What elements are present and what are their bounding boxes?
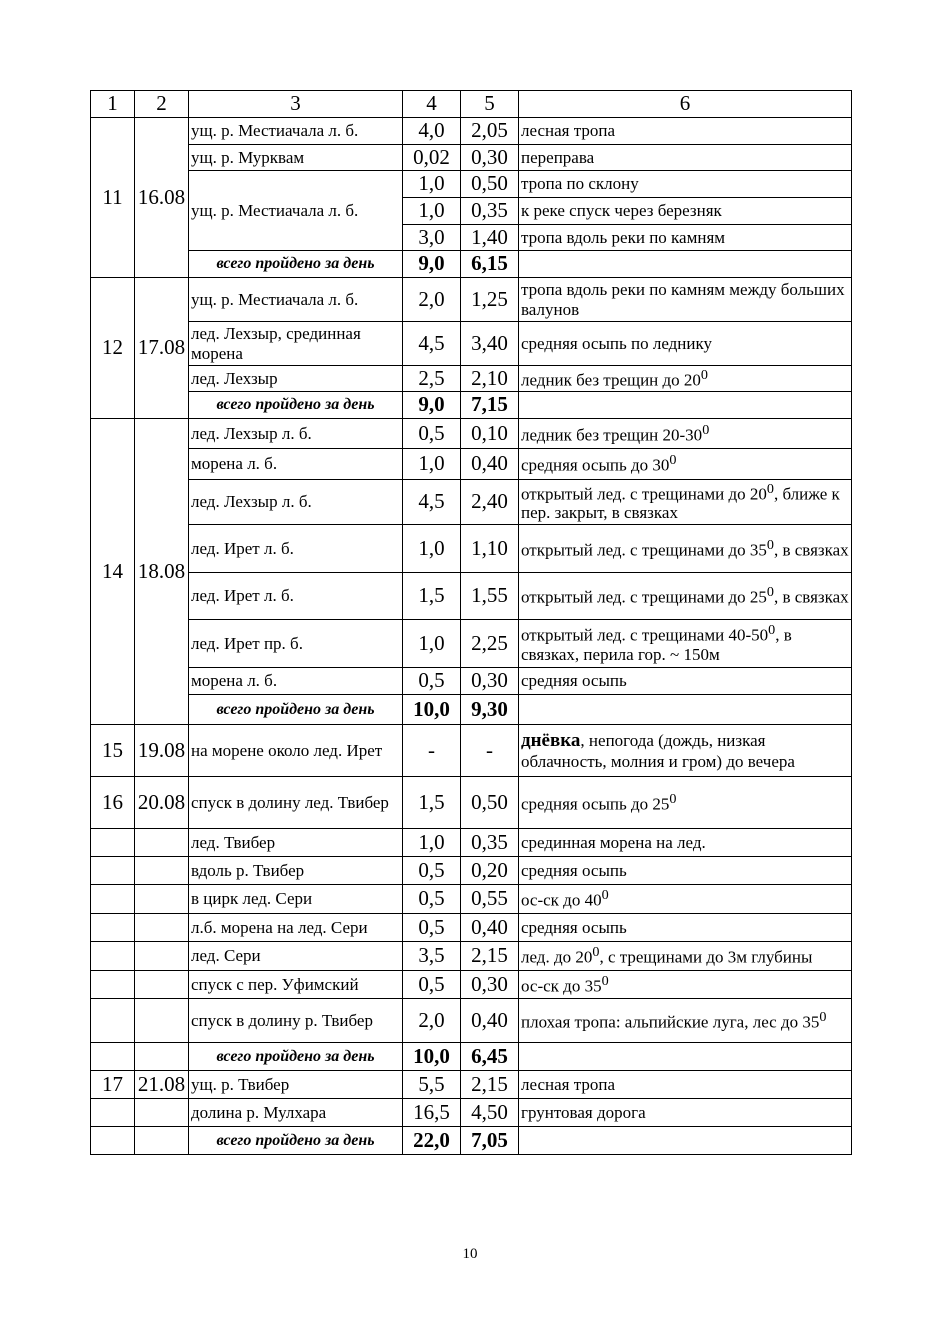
description-cell	[519, 942, 852, 971]
distance-cell: 1,5	[403, 777, 461, 829]
total-time: 7,05	[461, 1127, 519, 1155]
degree-superscript: 0	[700, 366, 708, 383]
empty-cell	[135, 1099, 189, 1127]
table-row	[91, 620, 852, 668]
total-time: 9,30	[461, 695, 519, 725]
place-cell: спуск с пер. Уфимский	[189, 971, 403, 999]
description-text: открытый лед. с трещинами до 20	[521, 484, 767, 504]
empty-cell	[91, 999, 135, 1043]
description-cell	[519, 725, 852, 777]
degree-superscript: 0	[766, 584, 774, 601]
day-number: 12	[91, 278, 135, 419]
day-total-label: всего пройдено за день	[189, 392, 403, 419]
distance-cell: 0,5	[403, 419, 461, 449]
place-cell: лед. Сери	[189, 942, 403, 971]
time-cell: 1,55	[461, 573, 519, 620]
place-cell: спуск в долину р. Твибер	[189, 999, 403, 1043]
distance-cell: 16,5	[403, 1099, 461, 1127]
place-cell: л.б. морена на лед. Сери	[189, 914, 403, 942]
distance-cell: 3,5	[403, 942, 461, 971]
description-text: ос-ск до 35	[521, 976, 602, 996]
distance-cell: 4,5	[403, 322, 461, 366]
place-cell: лед. Ирет л. б.	[189, 573, 403, 620]
distance-cell: 0,02	[403, 145, 461, 171]
distance-cell: 0,5	[403, 971, 461, 999]
description-cell	[519, 999, 852, 1043]
degree-superscript: 0	[592, 944, 600, 961]
description-text: открытый лед. с трещинами до 25	[521, 587, 767, 607]
empty-cell	[519, 1043, 852, 1071]
day-date: 21.08	[135, 1071, 189, 1099]
place-cell: ущ. р. Твибер	[189, 1071, 403, 1099]
description-cell	[519, 525, 852, 573]
header-row	[91, 91, 852, 118]
time-cell: 2,25	[461, 620, 519, 668]
distance-cell: 4,0	[403, 118, 461, 145]
distance-cell: 0,5	[403, 668, 461, 695]
description-text: ос-ск до 40	[521, 890, 602, 910]
description-cell: лесная тропа	[519, 1071, 852, 1099]
day-date: 19.08	[135, 725, 189, 777]
time-cell: 0,20	[461, 857, 519, 885]
time-cell: 0,50	[461, 777, 519, 829]
page-number: 10	[462, 1246, 478, 1262]
time-cell: 0,40	[461, 449, 519, 480]
empty-cell	[135, 857, 189, 885]
time-cell: 4,50	[461, 1099, 519, 1127]
degree-superscript: 0	[819, 1008, 827, 1025]
table-row	[91, 573, 852, 620]
table-row	[91, 278, 852, 322]
description-cell	[519, 777, 852, 829]
table-row	[91, 829, 852, 857]
distance-cell: 4,5	[403, 480, 461, 525]
empty-cell	[91, 1127, 135, 1155]
total-distance: 10,0	[403, 1043, 461, 1071]
empty-cell	[135, 829, 189, 857]
degree-superscript: 0	[601, 887, 609, 904]
table-row	[91, 449, 852, 480]
description-text-cont: , с трещинами до 3м глубины	[599, 947, 813, 967]
description-cell	[519, 480, 852, 525]
empty-cell	[519, 251, 852, 278]
header-cell: 1	[91, 91, 135, 118]
time-cell: 1,25	[461, 278, 519, 322]
empty-cell	[519, 1127, 852, 1155]
place-cell: на морене около лед. Ирет	[189, 725, 403, 777]
place-cell: морена л. б.	[189, 449, 403, 480]
time-cell: 0,30	[461, 145, 519, 171]
description-text-cont: , в связках	[773, 587, 849, 607]
place-cell: ущ. р. Местиачала л. б.	[189, 171, 403, 251]
place-cell: лед. Твибер	[189, 829, 403, 857]
description-cell	[519, 971, 852, 999]
rest-day-label: днёвка	[521, 730, 581, 752]
distance-cell: 2,0	[403, 999, 461, 1043]
header-cell: 4	[403, 91, 461, 118]
empty-cell	[135, 914, 189, 942]
place-cell: вдоль р. Твибер	[189, 857, 403, 885]
description-text: лед. до 20	[521, 947, 593, 967]
table-row	[91, 366, 852, 392]
place-cell: спуск в долину лед. Твибер	[189, 777, 403, 829]
empty-cell	[135, 1043, 189, 1071]
day-number: 14	[91, 419, 135, 725]
day-total-row	[91, 695, 852, 725]
day-total-label: всего пройдено за день	[189, 695, 403, 725]
degree-superscript: 0	[766, 536, 774, 553]
day-number: 17	[91, 1071, 135, 1099]
time-cell: 0,40	[461, 914, 519, 942]
total-distance: 22,0	[403, 1127, 461, 1155]
time-cell: 0,30	[461, 971, 519, 999]
table-row	[91, 725, 852, 777]
day-date: 16.08	[135, 118, 189, 278]
distance-cell: 2,0	[403, 278, 461, 322]
header-cell: 3	[189, 91, 403, 118]
distance-cell: 5,5	[403, 1071, 461, 1099]
empty-cell	[135, 885, 189, 914]
time-cell: 0,55	[461, 885, 519, 914]
empty-cell	[91, 914, 135, 942]
empty-cell	[91, 885, 135, 914]
description-cell	[519, 620, 852, 668]
time-cell: 2,15	[461, 1071, 519, 1099]
degree-superscript: 0	[669, 452, 677, 469]
description-cell: средняя осыпь	[519, 668, 852, 695]
distance-cell: 0,5	[403, 857, 461, 885]
place-cell: ущ. р. Мурквам	[189, 145, 403, 171]
distance-cell: 1,0	[403, 829, 461, 857]
empty-cell	[91, 971, 135, 999]
time-cell: 2,05	[461, 118, 519, 145]
time-cell: 2,15	[461, 942, 519, 971]
table-row	[91, 914, 852, 942]
header-cell: 6	[519, 91, 852, 118]
description-text: средняя осыпь до 25	[521, 794, 670, 814]
day-number: 16	[91, 777, 135, 829]
empty-cell	[91, 829, 135, 857]
description-text: ледник без трещин 20-30	[521, 425, 703, 445]
table-row	[91, 668, 852, 695]
table-row	[91, 885, 852, 914]
place-cell: лед. Лехзыр л. б.	[189, 419, 403, 449]
distance-cell: 1,5	[403, 573, 461, 620]
distance-cell: -	[403, 725, 461, 777]
degree-superscript: 0	[669, 790, 677, 807]
table-row	[91, 480, 852, 525]
time-cell: 0,40	[461, 999, 519, 1043]
degree-superscript: 0	[601, 972, 609, 989]
degree-superscript: 0	[702, 421, 710, 438]
description-text: открытый лед. с трещинами до 35	[521, 540, 767, 560]
distance-cell: 1,0	[403, 198, 461, 225]
total-distance: 9,0	[403, 251, 461, 278]
day-number: 11	[91, 118, 135, 278]
time-cell: 1,10	[461, 525, 519, 573]
description-cell: тропа вдоль реки по камням между больших валунов	[519, 278, 852, 322]
time-cell: 2,40	[461, 480, 519, 525]
day-date: 17.08	[135, 278, 189, 419]
description-cell: переправа	[519, 145, 852, 171]
distance-cell: 1,0	[403, 620, 461, 668]
table-row	[91, 999, 852, 1043]
total-distance: 10,0	[403, 695, 461, 725]
time-cell: 0,10	[461, 419, 519, 449]
description-cell: средняя осыпь	[519, 914, 852, 942]
description-text-cont: , в связках	[773, 540, 849, 560]
description-cell	[519, 573, 852, 620]
empty-cell	[519, 695, 852, 725]
time-cell: -	[461, 725, 519, 777]
time-cell: 1,40	[461, 225, 519, 251]
description-text: , непогода (дождь, низкая облачность, молния и гром) до вечера	[521, 731, 795, 771]
description-text: открытый лед. с трещинами 40-50	[521, 625, 769, 645]
total-distance: 9,0	[403, 392, 461, 419]
distance-cell: 1,0	[403, 449, 461, 480]
day-date: 20.08	[135, 777, 189, 829]
description-text: ледник без трещин до 20	[521, 370, 701, 390]
table-row	[91, 971, 852, 999]
table-row	[91, 942, 852, 971]
description-cell: лесная тропа	[519, 118, 852, 145]
description-cell: тропа вдоль реки по камням	[519, 225, 852, 251]
table-row	[91, 857, 852, 885]
total-time: 6,45	[461, 1043, 519, 1071]
time-cell: 0,30	[461, 668, 519, 695]
place-cell: лед. Лехзыр л. б.	[189, 480, 403, 525]
time-cell: 0,50	[461, 171, 519, 198]
day-total-label: всего пройдено за день	[189, 1127, 403, 1155]
table-row	[91, 322, 852, 366]
day-total-label: всего пройдено за день	[189, 251, 403, 278]
description-cell	[519, 366, 852, 392]
day-total-row	[91, 251, 852, 278]
description-text: средняя осыпь до 30	[521, 455, 670, 475]
day-date: 18.08	[135, 419, 189, 725]
table-row	[91, 171, 852, 198]
description-text-cont: , в связках, перила гор. ~ 150м	[521, 625, 792, 664]
table-row	[91, 1099, 852, 1127]
description-cell	[519, 885, 852, 914]
header-cell: 5	[461, 91, 519, 118]
place-cell: морена л. б.	[189, 668, 403, 695]
description-text-cont: , ближе к пер. закрыт, в связках	[521, 484, 840, 523]
distance-cell: 0,5	[403, 885, 461, 914]
distance-cell: 0,5	[403, 914, 461, 942]
empty-cell	[91, 942, 135, 971]
place-cell: лед. Лехзыр	[189, 366, 403, 392]
place-cell: лед. Лехзыр, срединная морена	[189, 322, 403, 366]
time-cell: 2,10	[461, 366, 519, 392]
header-cell: 2	[135, 91, 189, 118]
table-row	[91, 777, 852, 829]
total-time: 7,15	[461, 392, 519, 419]
day-number: 15	[91, 725, 135, 777]
empty-cell	[519, 392, 852, 419]
description-cell: к реке спуск через березняк	[519, 198, 852, 225]
place-cell: лед. Ирет л. б.	[189, 525, 403, 573]
description-cell: средняя осыпь	[519, 857, 852, 885]
table-row	[91, 145, 852, 171]
description-cell: грунтовая дорога	[519, 1099, 852, 1127]
degree-superscript: 0	[768, 622, 776, 639]
description-cell: срединная морена на лед.	[519, 829, 852, 857]
place-cell: в цирк лед. Сери	[189, 885, 403, 914]
time-cell: 0,35	[461, 198, 519, 225]
empty-cell	[135, 942, 189, 971]
description-text: плохая тропа: альпийские луга, лес до 35	[521, 1012, 820, 1032]
route-table	[90, 90, 852, 1155]
day-total-label: всего пройдено за день	[189, 1043, 403, 1071]
empty-cell	[135, 1127, 189, 1155]
table-row	[91, 118, 852, 145]
distance-cell: 3,0	[403, 225, 461, 251]
total-time: 6,15	[461, 251, 519, 278]
day-total-row	[91, 392, 852, 419]
empty-cell	[135, 971, 189, 999]
description-cell: тропа по склону	[519, 171, 852, 198]
table-row	[91, 419, 852, 449]
empty-cell	[91, 1099, 135, 1127]
empty-cell	[91, 1043, 135, 1071]
table-row	[91, 1071, 852, 1099]
day-total-row	[91, 1127, 852, 1155]
distance-cell: 1,0	[403, 171, 461, 198]
empty-cell	[135, 999, 189, 1043]
description-cell: средняя осыпь по леднику	[519, 322, 852, 366]
place-cell: ущ. р. Местиачала л. б.	[189, 278, 403, 322]
table-row	[91, 525, 852, 573]
degree-superscript: 0	[766, 480, 774, 497]
distance-cell: 1,0	[403, 525, 461, 573]
time-cell: 0,35	[461, 829, 519, 857]
empty-cell	[91, 857, 135, 885]
distance-cell: 2,5	[403, 366, 461, 392]
place-cell: ущ. р. Местиачала л. б.	[189, 118, 403, 145]
description-cell	[519, 449, 852, 480]
place-cell: долина р. Мулхара	[189, 1099, 403, 1127]
day-total-row	[91, 1043, 852, 1071]
time-cell: 3,40	[461, 322, 519, 366]
place-cell: лед. Ирет пр. б.	[189, 620, 403, 668]
description-cell	[519, 419, 852, 449]
